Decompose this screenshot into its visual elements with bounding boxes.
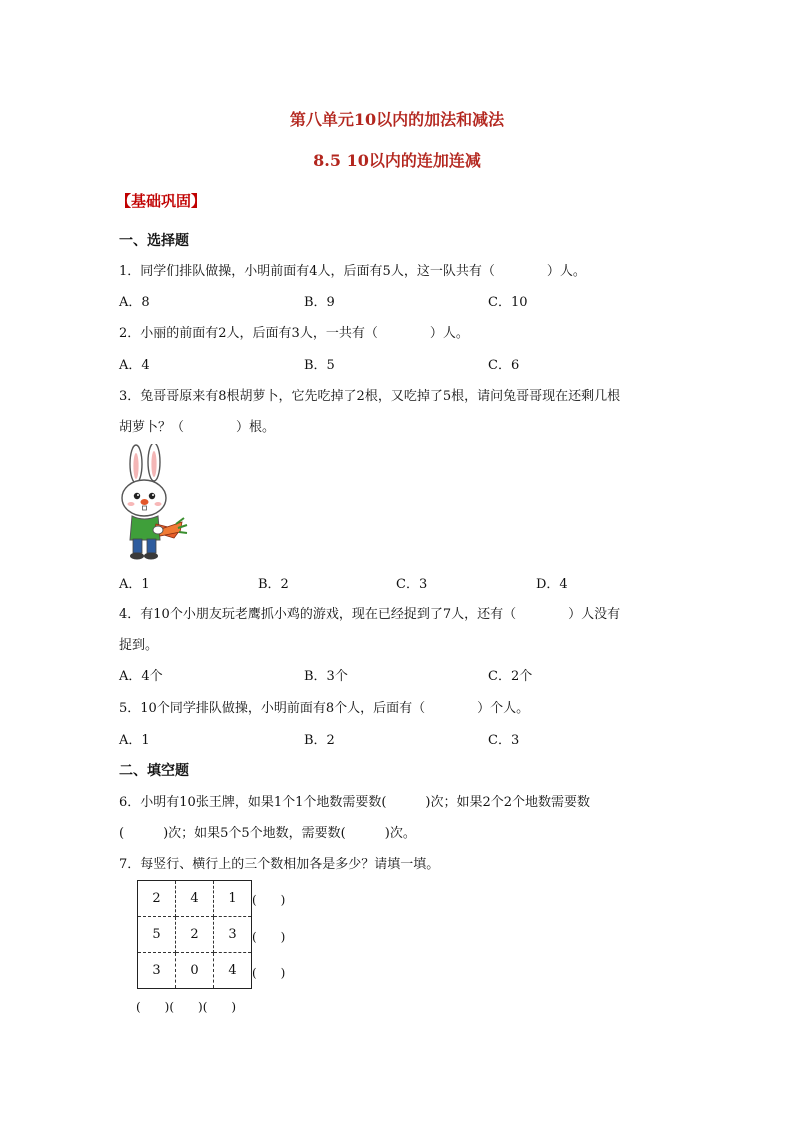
part1-heading: 一、选择题: [119, 233, 189, 249]
grid-cell: 3: [138, 953, 176, 989]
q1-option-b: B．9: [304, 295, 335, 310]
row-sum-blank[interactable]: ( ): [252, 893, 286, 907]
q3-option-c: C．3: [396, 577, 428, 592]
rabbit-carrot-illustration: [116, 444, 190, 564]
q5-option-a: A．1: [119, 733, 150, 748]
section-label: 【基础巩固】: [116, 192, 207, 210]
q2-option-b: B．5: [304, 358, 335, 373]
grid-cell: 2: [176, 917, 214, 953]
row-sum-blank[interactable]: ( ): [252, 966, 286, 980]
question-2: 2．小丽的前面有2人，后面有3人，一共有（ ）人。: [119, 326, 469, 341]
q1-option-a: A．8: [119, 295, 150, 310]
grid-cell: 0: [176, 953, 214, 989]
question-3-line2: 胡萝卜？（ ）根。: [119, 420, 276, 435]
q2-option-a: A．4: [119, 358, 150, 373]
column-sum-blanks[interactable]: ( )( )( ): [136, 1000, 237, 1014]
q4-option-b: B．3个: [304, 669, 348, 684]
number-grid: [137, 880, 252, 989]
grid-row: [138, 917, 252, 953]
question-4-line2: 捉到。: [119, 638, 159, 653]
row-sum-blank[interactable]: ( ): [252, 930, 286, 944]
q5-option-b: B．2: [304, 733, 335, 748]
q1-option-c: C．10: [488, 295, 528, 310]
question-6-line1: 6．小明有10张王牌，如果1个1个地数需要数( )次；如果2个2个地数需要数: [119, 795, 591, 810]
question-1: 1．同学们排队做操，小明前面有4人，后面有5人，这一队共有（ ）人。: [119, 264, 586, 279]
grid-cell: 5: [138, 917, 176, 953]
part2-heading: 二、填空题: [119, 763, 189, 779]
grid-row: [138, 953, 252, 989]
q3-option-b: B．2: [258, 577, 289, 592]
q3-option-a: A．1: [119, 577, 150, 592]
grid-cell: 2: [138, 881, 176, 917]
page-subtitle: 8.5 10以内的连加连减: [313, 151, 481, 170]
q5-option-c: C．3: [488, 733, 520, 748]
grid-cell: 4: [176, 881, 214, 917]
grid-cell: 1: [214, 881, 252, 917]
page-title: 第八单元10以内的加法和减法: [289, 110, 505, 129]
grid-row: [138, 881, 252, 917]
question-3-line1: 3．兔哥哥原来有8根胡萝卜，它先吃掉了2根，又吃掉了5根，请问兔哥哥现在还剩几根: [119, 389, 621, 404]
q4-option-c: C．2个: [488, 669, 533, 684]
question-4-line1: 4．有10个小朋友玩老鹰抓小鸡的游戏，现在已经捉到了7人，还有（ ）人没有: [119, 607, 621, 622]
question-7: 7．每竖行、横行上的三个数相加各是多少？请填一填。: [119, 857, 440, 872]
q4-option-a: A．4个: [119, 669, 163, 684]
question-6-line2: ( )次；如果5个5个地数，需要数( )次。: [119, 826, 416, 841]
grid-cell: 3: [214, 917, 252, 953]
question-5: 5．10个同学排队做操，小明前面有8个人，后面有（ ）个人。: [119, 701, 530, 716]
q3-option-d: D．4: [536, 577, 568, 592]
q2-option-c: C．6: [488, 358, 520, 373]
grid-cell: 4: [214, 953, 252, 989]
